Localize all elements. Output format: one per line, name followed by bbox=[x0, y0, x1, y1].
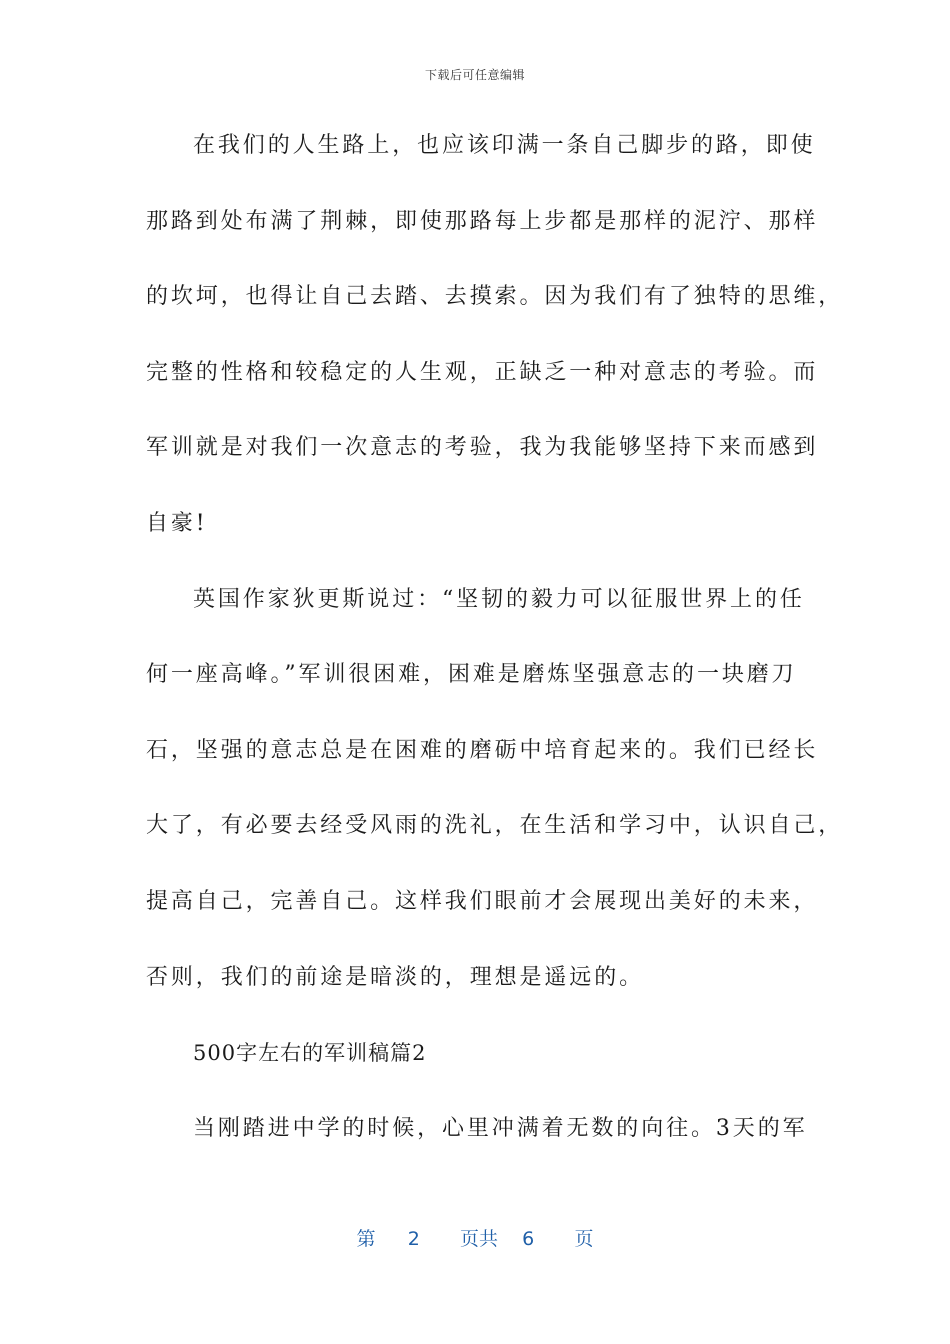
footer-page-prefix: 第 bbox=[356, 1228, 376, 1250]
document-body bbox=[146, 124, 844, 1182]
paragraph-2-line-3: 石，坚强的意志总是在困难的磨砺中培育起来的。我们已经长 bbox=[146, 737, 819, 763]
paragraph-1-line-3: 的坎坷，也得让自己去踏、去摸索。因为我们有了独特的思维， bbox=[146, 284, 844, 310]
paragraph-3-line-1: 当刚踏进中学的时候，心里冲满着无数的向往。3天的军 bbox=[193, 1115, 808, 1141]
paragraph-2-line-2: 何一座高峰。”军训很困难，困难是磨炼坚强意志的一块磨刀 bbox=[146, 662, 797, 688]
paragraph-2-line-4: 大了，有必要去经受风雨的洗礼，在生活和学习中，认识自己， bbox=[146, 813, 844, 839]
footer-total-pages: 6 bbox=[522, 1228, 535, 1250]
paragraph-1-line-4: 完整的性格和较稳定的人生观，正缺乏一种对意志的考验。而 bbox=[146, 359, 819, 385]
section-heading: 500字左右的军训稿篇2 bbox=[193, 1041, 427, 1066]
paragraph-2-line-6: 否则，我们的前途是暗淡的，理想是遥远的。 bbox=[146, 964, 645, 990]
paragraph-2-line-1: 英国作家狄更斯说过：“坚韧的毅力可以征服世界上的任 bbox=[193, 586, 805, 612]
paragraph-1-line-2: 那路到处布满了荆棘，即使那路每上步都是那样的泥泞、那样 bbox=[146, 208, 819, 234]
paragraph-1-line-1: 在我们的人生路上，也应该印满一条自己脚步的路，即使 bbox=[193, 133, 816, 158]
paragraph-1-line-6: 自豪! bbox=[146, 510, 208, 536]
page-header-note: 下载后可任意编辑 bbox=[424, 68, 525, 82]
footer-page-mid: 页共 bbox=[460, 1228, 499, 1250]
page-footer bbox=[0, 1224, 950, 1251]
footer-page-suffix: 页 bbox=[574, 1228, 594, 1250]
footer-current-page: 2 bbox=[407, 1228, 420, 1250]
paragraph-2-line-5: 提高自己，完善自己。这样我们眼前才会展现出美好的未来， bbox=[146, 888, 819, 914]
paragraph-1-line-5: 军训就是对我们一次意志的考验，我为我能够坚持下来而感到 bbox=[146, 435, 819, 461]
